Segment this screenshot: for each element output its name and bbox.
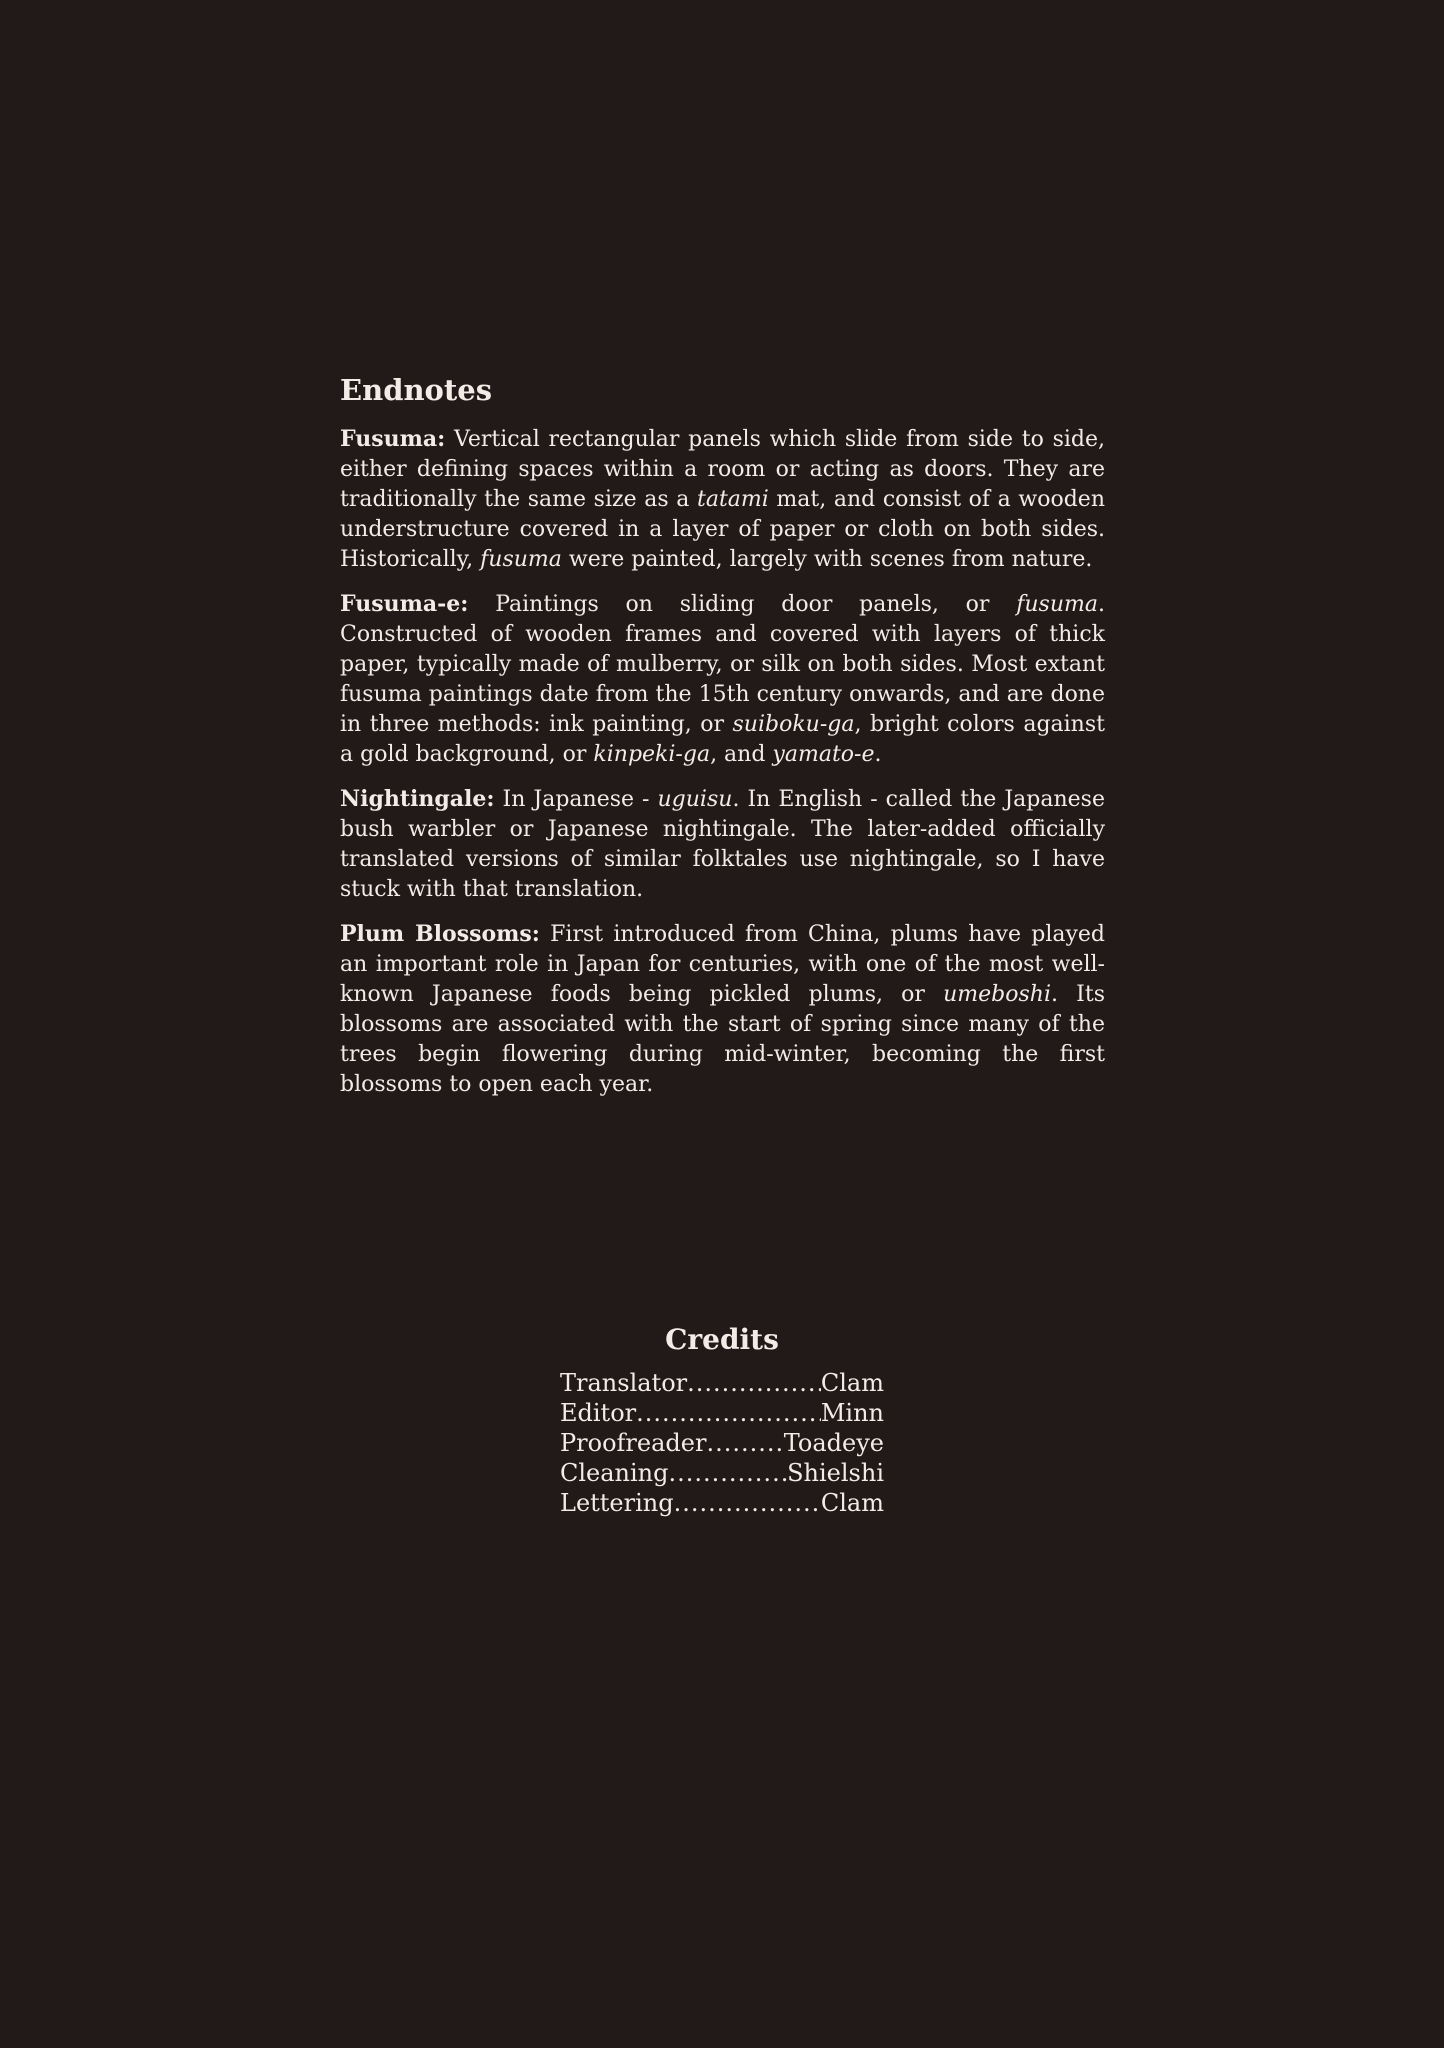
note-text: , bright colors against a gold background, or [340, 712, 1105, 767]
credit-role: Translator [560, 1369, 688, 1397]
note-italic-term: fusuma [1016, 592, 1098, 617]
note-text: . Its blossoms are associated with the start of spring since many of the trees begin flowering during mid-winter, becoming the first blossoms to open each year. [340, 982, 1105, 1097]
credit-row [560, 1458, 884, 1488]
note-term: Fusuma-e: [340, 591, 469, 617]
note-nightingale [340, 784, 1105, 905]
note-term: Plum Blossoms: [340, 921, 540, 947]
note-text: . Constructed of wooden frames and covered with layers of thick paper, typically made of mulberry, or silk on both sides. Most extant fusuma paintings date from the 15th century onwards, and are done in three methods: ink painting, or [340, 592, 1105, 737]
note-italic-term: fusuma [480, 547, 562, 572]
note-text: . In English - called the Japanese bush warbler or Japanese nightingale. The later-added officially translated versions of similar folktales use nightingale, so I have stuck with that translation. [340, 787, 1105, 902]
note-italic-term: kinpeki-ga [593, 742, 711, 767]
dot-leader [674, 1488, 821, 1518]
endnotes-title: Endnotes [340, 373, 493, 407]
credit-role: Editor [560, 1399, 637, 1427]
note-text: In Japanese - [494, 787, 658, 812]
note-text: . [874, 742, 882, 767]
endnotes-section [340, 368, 1105, 1114]
credit-role: Lettering [560, 1489, 674, 1517]
credits-section [560, 1318, 884, 1518]
note-italic-term: suiboku-ga [732, 712, 855, 737]
note-italic-term: tatami [697, 487, 769, 512]
dot-leader [669, 1458, 788, 1488]
credit-name: Clam [820, 1369, 884, 1397]
note-text: Paintings on sliding door panels, or [468, 592, 1017, 617]
note-term: Nightingale: [340, 786, 495, 812]
note-text: First introduced from China, plums have played an important role in Japan for centuries, with one of the most well-known Japanese foods being pickled plums, or [340, 922, 1105, 1007]
credit-row [560, 1488, 884, 1518]
note-fusuma-e [340, 589, 1105, 770]
note-plum-blossoms [340, 919, 1105, 1100]
note-italic-term: uguisu [657, 787, 733, 812]
credit-name: Minn [820, 1399, 884, 1427]
note-text: mat, and consist of a wooden understructure covered in a layer of paper or cloth on both sides. Historically, [340, 487, 1105, 572]
note-text: , and [710, 742, 773, 767]
credit-role: Proofreader [560, 1429, 707, 1457]
credit-name: Shielshi [787, 1459, 884, 1487]
credits-title: Credits [665, 1323, 779, 1356]
note-text: were painted, largely with scenes from nature. [561, 547, 1093, 572]
credit-row [560, 1368, 884, 1398]
credit-role: Cleaning [560, 1459, 669, 1487]
note-italic-term: umeboshi [943, 982, 1051, 1007]
note-italic-term: yamato-e [772, 742, 875, 767]
dot-leader [706, 1428, 783, 1458]
note-text: Vertical rectangular panels which slide from side to side, either defining spaces within a room or acting as doors. They are traditionally the same size as a [340, 427, 1105, 512]
note-term: Fusuma: [340, 426, 446, 452]
note-fusuma [340, 424, 1105, 575]
dot-leader [636, 1398, 821, 1428]
credit-name: Toadeye [783, 1429, 884, 1457]
credit-row [560, 1398, 884, 1428]
credit-row [560, 1428, 884, 1458]
credit-name: Clam [820, 1489, 884, 1517]
dot-leader [687, 1368, 821, 1398]
